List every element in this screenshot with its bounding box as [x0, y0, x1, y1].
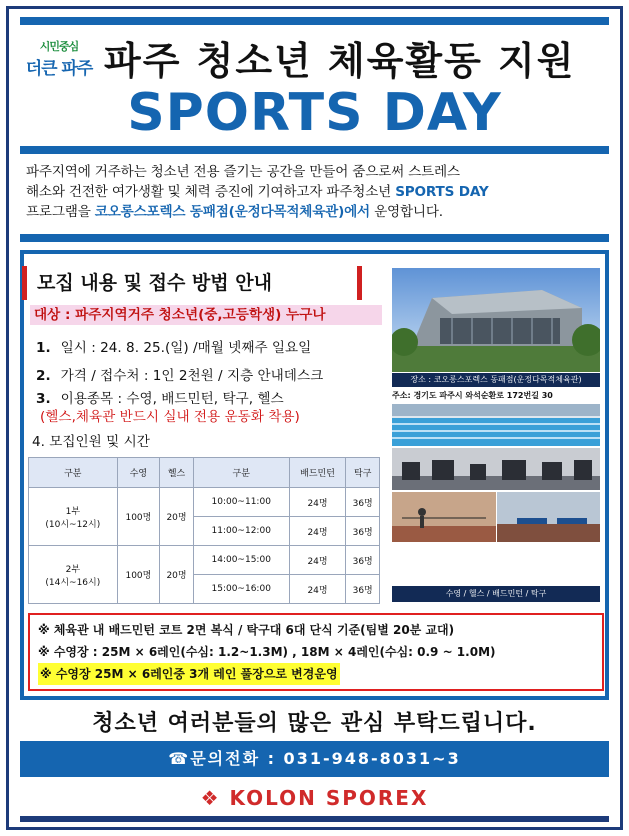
- intro-line2: [26, 182, 606, 202]
- item-number: 1.: [36, 340, 51, 356]
- brand-icon: ❖: [200, 786, 230, 810]
- closing-message: 청소년 여러분들의 많은 관심 부탁드립니다.: [92, 711, 537, 736]
- intro-highlight-venue: 코오롱스포렉스 동패점(운정다목적체육관)에서: [94, 204, 370, 220]
- time-cell: 15:00~16:00: [193, 575, 289, 604]
- table-row: [29, 488, 380, 517]
- header-cell: 구분: [193, 458, 289, 488]
- swim-cell: 100명: [117, 488, 160, 546]
- info-item-date: [36, 336, 311, 356]
- swim-cell: 100명: [117, 546, 160, 604]
- item-text: 이용종목 : 수영, 배드민턴, 탁구, 헬스: [60, 391, 284, 407]
- intro-line3: [26, 202, 606, 222]
- building-photo: [392, 268, 600, 372]
- gym-photo: [392, 448, 600, 490]
- section-title: 모집 내용 및 접수 방법 안내: [22, 266, 362, 300]
- intro-text: [26, 162, 606, 222]
- notice-line: ※ 체육관 내 배드민턴 코트 2면 복식 / 탁구대 6대 단식 기준(팀별 20분 교대): [38, 623, 455, 637]
- header-cell: 헬스: [160, 458, 194, 488]
- item-text: 일시 : 24. 8. 25.(일) /매월 넷째주 일요일: [60, 340, 312, 356]
- info-item-sports: [36, 387, 284, 407]
- info-item-price: [36, 364, 323, 384]
- table-header-row: [29, 458, 380, 488]
- badminton-photo: [392, 492, 496, 542]
- kolon-sporex-logo: [20, 786, 609, 810]
- gym-cell: 20명: [160, 546, 194, 604]
- notice-box: [28, 613, 604, 691]
- item-number: 2.: [36, 368, 51, 384]
- tabletennis-cell: 36명: [346, 575, 380, 604]
- divider-bar-2: [20, 234, 609, 242]
- logo-bottom-text: 더큰 파주: [25, 59, 93, 79]
- session-name: 1부: [65, 506, 81, 517]
- header-cell: 구분: [29, 458, 118, 488]
- tabletennis-cell: 36명: [346, 546, 380, 575]
- venue-caption: 장소 : 코오롱스포렉스 동패점(운정다목적체육관): [392, 373, 600, 387]
- intro-line3-text: 프로그램을: [26, 204, 95, 220]
- badminton-cell: 24명: [289, 575, 346, 604]
- header-cell: 배드민턴: [289, 458, 346, 488]
- paju-logo: [24, 38, 94, 82]
- intro-line2-text: 해소와 건전한 여가생활 및 체력 증진에 기여하고자 파주청소년: [26, 184, 396, 200]
- tabletennis-photo: [497, 492, 600, 542]
- item-text: 가격 / 접수처 : 1인 2천원 / 지층 안내데스크: [60, 368, 324, 384]
- brand-text: KOLON SPOREX: [229, 786, 429, 810]
- notice-line: ※ 수영장 : 25M × 6레인(수심: 1.2~1.3M) , 18M × 4레인(수심: 0.9 ~ 1.0M): [38, 645, 496, 659]
- poster-title: 파주 청소년 체육활동 지원: [104, 38, 576, 83]
- divider-bar: [20, 146, 609, 154]
- top-bar: [20, 17, 609, 25]
- badminton-cell: 24명: [289, 517, 346, 546]
- session-time: (14시~16시): [45, 577, 101, 588]
- target-line: 대상 : 파주지역거주 청소년(중,고등학생) 누구나: [30, 305, 382, 325]
- item-number: 3.: [36, 391, 51, 407]
- badminton-cell: 24명: [289, 488, 346, 517]
- session-cell: [29, 488, 118, 546]
- time-cell: 14:00~15:00: [193, 546, 289, 575]
- phone-banner: ☎문의전화 : 031-948-8031~3: [20, 741, 609, 777]
- notice-line-highlight: ※ 수영장 25M × 6레인중 3개 레인 풀장으로 변경운영: [38, 663, 340, 685]
- badminton-cell: 24명: [289, 546, 346, 575]
- sports-caption: 수영 / 헬스 / 배드민턴 / 탁구: [392, 586, 600, 602]
- session-name: 2부: [65, 564, 81, 575]
- info-item-capacity: 4. 모집인원 및 시간: [32, 434, 150, 450]
- logo-top-text: 시민중심: [39, 40, 79, 53]
- session-cell: [29, 546, 118, 604]
- venue-address: 주소: 경기도 파주시 와석순환로 172번길 30: [392, 391, 553, 400]
- table-row: [29, 546, 380, 575]
- header-cell: 수영: [117, 458, 160, 488]
- tabletennis-cell: 36명: [346, 517, 380, 546]
- bottom-bar: [20, 816, 609, 822]
- intro-line1: 파주지역에 거주하는 청소년 전용 즐기는 공간을 만들어 줌으로써 스트레스: [26, 164, 460, 180]
- intro-highlight-sportsday: SPORTS DAY: [395, 184, 489, 200]
- poster-subtitle: SPORTS DAY: [127, 83, 502, 143]
- pool-photo: [392, 404, 600, 446]
- header-cell: 탁구: [346, 458, 380, 488]
- schedule-table: [28, 457, 380, 604]
- gym-cell: 20명: [160, 488, 194, 546]
- intro-line3-end: 운영합니다.: [369, 204, 443, 220]
- tabletennis-cell: 36명: [346, 488, 380, 517]
- shoe-notice: (헬스,체육관 반드시 실내 전용 운동화 착용): [40, 409, 300, 425]
- time-cell: 11:00~12:00: [193, 517, 289, 546]
- time-cell: 10:00~11:00: [193, 488, 289, 517]
- session-time: (10시~12시): [45, 519, 101, 530]
